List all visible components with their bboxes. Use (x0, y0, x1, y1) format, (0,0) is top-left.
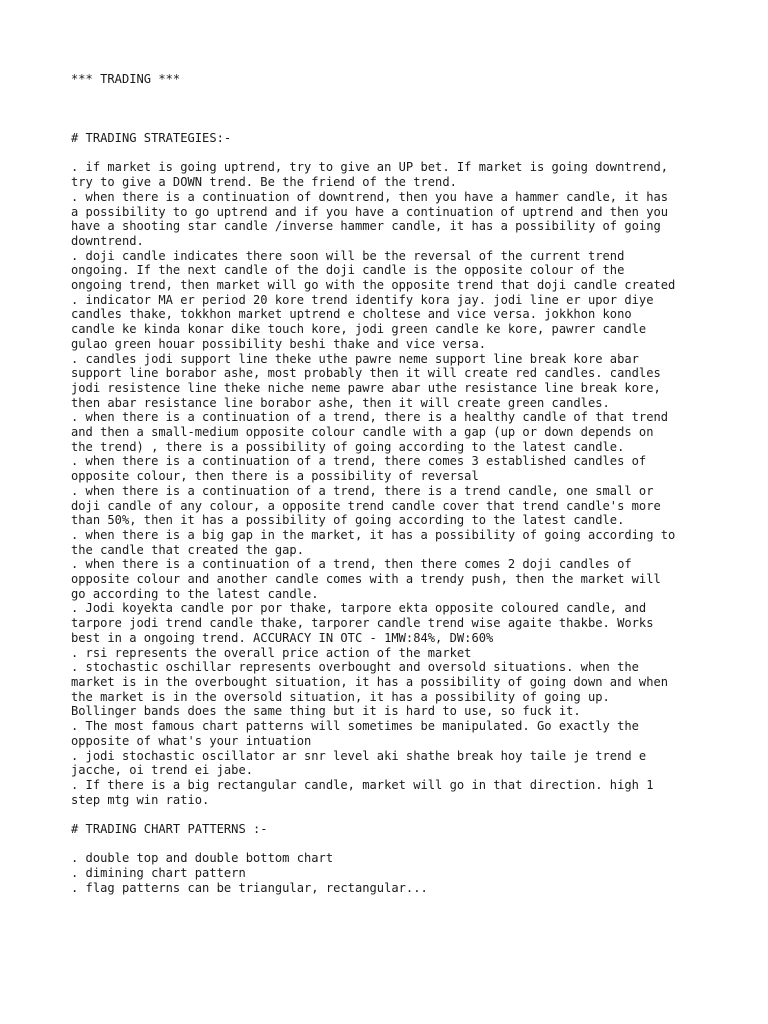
strategy-item: . doji candle indicates there soon will be the reversal of the current trend ongoing. If the next candle of the doji candle is the opposite colour of the ongoing trend, then market will go with the opposite trend that doji candle created (71, 248, 676, 293)
strategies-list (71, 160, 751, 807)
strategy-item: . rsi represents the overall price action of the market (71, 645, 472, 660)
strategy-item: . when there is a continuation of a trend, there is a trend candle, one small or doji candle of any colour, a opposite trend candle cover that trend candle's more than 50%, then it has a possibility of going according to the latest candle. (71, 483, 661, 528)
trading-strategies-section (71, 131, 751, 807)
strategy-item: . when there is a continuation of a trend, there comes 3 established candles of opposite colour, then there is a possibility of reversal (71, 454, 647, 484)
strategy-item: . stochastic oschillar represents overbought and oversold situations. when the market is in the overbought situation, it has a possibility of going down and when the market is in the oversold situation, it has a possibility of going up. Bollinger bands does the same thing but it is hard to use, so fuck it. (71, 660, 669, 719)
patterns-list (71, 851, 751, 895)
strategy-item: . Jodi koyekta candle por por thake, tarpore ekta opposite coloured candle, and tarpore jodi trend candle thake, tarporer candle trend wise agaite thakbe. Works best in a ongoing trend. ACCURACY IN OTC - 1MW:84%, DW:60% (71, 601, 654, 645)
strategy-item: . when there is a continuation of a trend, then there comes 2 doji candles of opposite colour and another candle comes with a trendy push, then the market will go according to the latest candle. (71, 557, 661, 601)
strategy-item: . candles jodi support line theke uthe pawre neme support line break kore abar support line borabor ashe, most probably then it will create red candles. candles jodi resistence line theke niche neme pawre abar uthe resistance line break kore, then abar resistance line borabor ashe, then it will create green candles. (71, 351, 661, 410)
strategy-item: . indicator MA er period 20 kore trend identify kora jay. jodi line er upor diye candles thake, tokkhon market uptrend e choltese and vice versa. jokkhon kono candle ke kinda konar dike touch kore, jodi green candle ke kore, pawrer candle gulao green houar possibility beshi thake and vice versa. (71, 292, 654, 351)
pattern-item: . dimining chart pattern (71, 866, 246, 881)
strategy-item: . If there is a big rectangular candle, market will go in that direction. high 1 step mtg win ratio. (71, 777, 654, 807)
strategy-item: . when there is a continuation of downtrend, then you have a hammer candle, it has a possibility to go uptrend and if you have a continuation of uptrend and then you have a shooting star candle /inverse hammer candle, it has a possibility of going downtrend. (71, 189, 669, 248)
strategy-item: . if market is going uptrend, try to give an UP bet. If market is going downtrend, try to give a DOWN trend. Be the friend of the trend. (71, 160, 669, 190)
pattern-item: . flag patterns can be triangular, rectangular... (71, 880, 428, 895)
strategies-heading: # TRADING STRATEGIES:- (71, 131, 232, 145)
strategy-item: . when there is a continuation of a trend, there is a healthy candle of that trend and then a small-medium opposite colour candle with a gap (up or down depends on the trend) , there is a possibility of going according to the latest candle. (71, 410, 669, 454)
strategy-item: . jodi stochastic oscillator ar snr level aki shathe break hoy taile je trend e jacche, oi trend ei jabe. (71, 748, 647, 778)
pattern-item: . double top and double bottom chart (71, 851, 334, 866)
patterns-heading: # TRADING CHART PATTERNS :- (71, 822, 268, 836)
chart-patterns-section (71, 822, 751, 896)
strategy-item: . The most famous chart patterns will sometimes be manipulated. Go exactly the opposite of what's your intuation (71, 719, 639, 748)
strategy-item: . when there is a big gap in the market, it has a possibility of going according to the candle that created the gap. (71, 527, 676, 557)
document-title: *** TRADING *** (71, 72, 181, 86)
